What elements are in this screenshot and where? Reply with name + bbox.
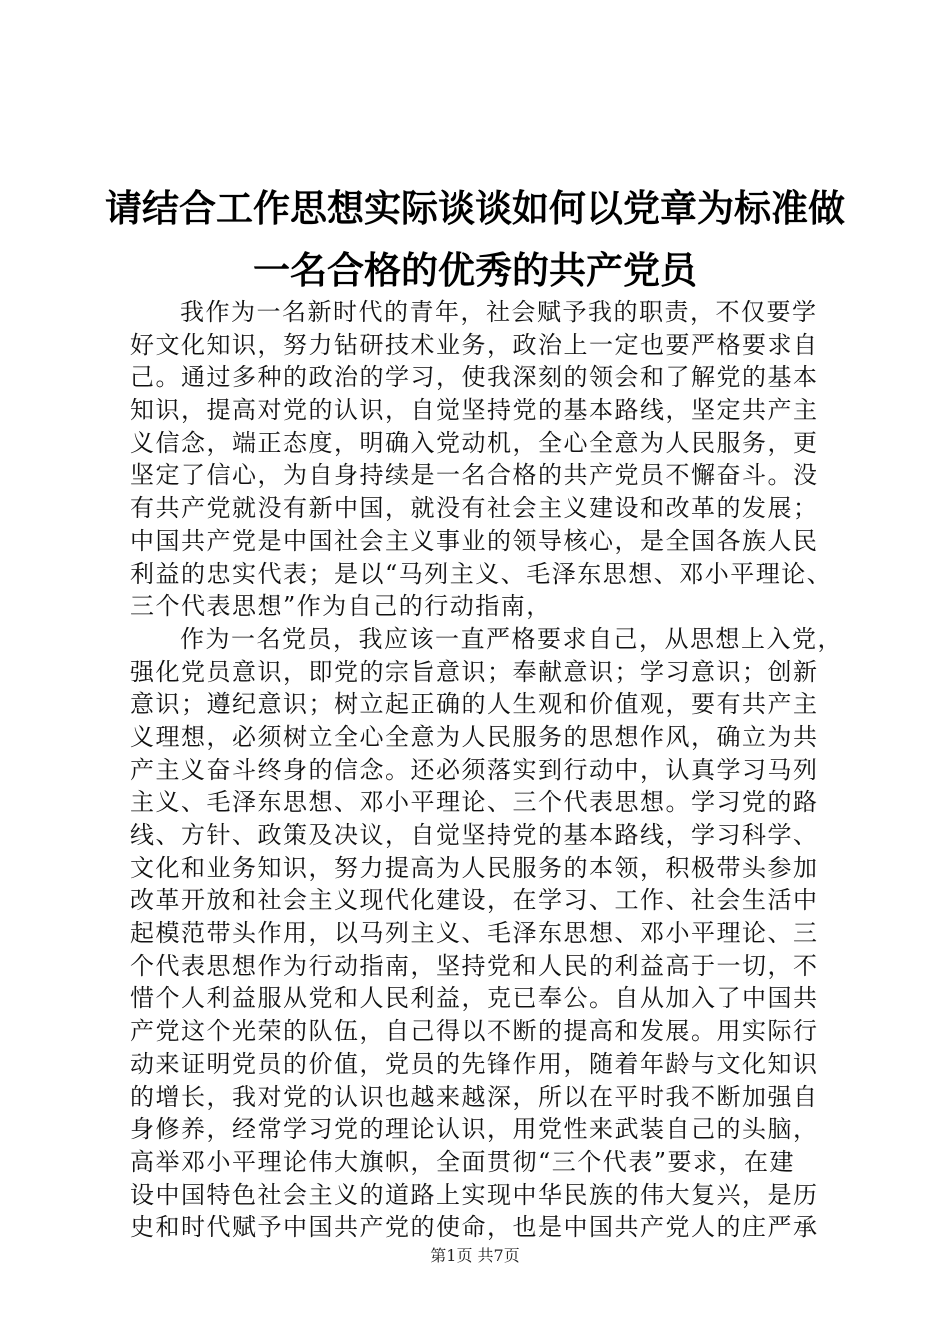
- document-title-line-1: 请结合工作思想实际谈谈如何以党章为标准做: [105, 187, 845, 230]
- paragraph-2-line: 动来证明党员的价值，党员的先锋作用，随着年龄与文化知识: [130, 1049, 819, 1078]
- paragraph-2-line: 作为一名党员，我应该一直严格要求自己，从思想上入党，: [180, 624, 843, 653]
- paragraph-2-line: 线、方针、政策及决议，自觉坚持党的基本路线，学习科学、: [130, 821, 819, 849]
- paragraph-2-line: 史和时代赋予中国共产党的使命，也是中国共产党人的庄严承: [130, 1213, 819, 1242]
- document-title-line-2: 一名合格的优秀的共产党员: [253, 249, 697, 292]
- paragraph-2-line: 主义、毛泽东思想、邓小平理论、三个代表思想。学习党的路: [130, 788, 819, 817]
- paragraph-1-line: 三个代表思想”作为自己的行动指南，: [130, 592, 552, 621]
- paragraph-2-line: 文化和业务知识，努力提高为人民服务的本领，积极带头参加: [130, 853, 819, 882]
- paragraph-2-line: 强化党员意识，即党的宗旨意识；奉献意识；学习意识；创新: [130, 657, 819, 686]
- paragraph-1-line: 利益的忠实代表；是以“马列主义、毛泽东思想、邓小平理论、: [130, 559, 833, 588]
- paragraph-2-line: 设中国特色社会主义的道路上实现中华民族的伟大复兴，是历: [130, 1180, 819, 1209]
- page-number-footer: 第1页 共7页: [430, 1246, 520, 1265]
- paragraph-2-line: 改革开放和社会主义现代化建设，在学习、工作、社会生活中: [130, 886, 819, 915]
- paragraph-1-line: 中国共产党是中国社会主义事业的领导核心，是全国各族人民: [130, 526, 819, 555]
- paragraph-2-line: 个代表思想作为行动指南，坚持党和人民的利益高于一切，不: [130, 951, 819, 980]
- paragraph-1-line: 我作为一名新时代的青年，社会赋予我的职责，不仅要学: [180, 298, 818, 326]
- paragraph-1-line: 义信念，端正态度，明确入党动机，全心全意为人民服务，更: [130, 428, 819, 457]
- paragraph-1-line: 己。通过多种的政治的学习，使我深刻的领会和了解党的基本: [130, 363, 819, 392]
- paragraph-2-line: 惜个人利益服从党和人民利益，克已奉公。自从加入了中国共: [130, 984, 819, 1013]
- paragraph-2-line: 义理想，必须树立全心全意为人民服务的思想作风，确立为共: [130, 722, 819, 751]
- paragraph-2-line: 产党这个光荣的队伍，自己得以不断的提高和发展。用实际行: [130, 1017, 819, 1046]
- document-body: [130, 296, 843, 1244]
- paragraph-2-line: 高举邓小平理论伟大旗帜，全面贯彻“三个代表”要求，在建: [130, 1147, 796, 1176]
- paragraph-1-line: 有共产党就没有新中国，就没有社会主义建设和改革的发展；: [130, 494, 819, 523]
- paragraph-2-line: 的增长，我对党的认识也越来越深，所以在平时我不断加强自: [130, 1082, 819, 1111]
- paragraph-1-line: 坚定了信心，为自身持续是一名合格的共产党员不懈奋斗。没: [130, 461, 819, 490]
- paragraph-2-line: 意识；遵纪意识；树立起正确的人生观和价值观，要有共产主: [130, 690, 819, 719]
- paragraph-2-line: 产主义奋斗终身的信念。还必须落实到行动中，认真学习马列: [130, 755, 819, 784]
- paragraph-1-line: 知识，提高对党的认识，自觉坚持党的基本路线，坚定共产主: [130, 396, 819, 425]
- paragraph-2-line: 起模范带头作用，以马列主义、毛泽东思想、邓小平理论、三: [130, 919, 819, 948]
- paragraph-2-line: 身修养，经常学习党的理论认识，用党性来武装自己的头脑，: [130, 1115, 819, 1144]
- paragraph-1-line: 好文化知识，努力钻研技术业务，政治上一定也要严格要求自: [130, 330, 819, 359]
